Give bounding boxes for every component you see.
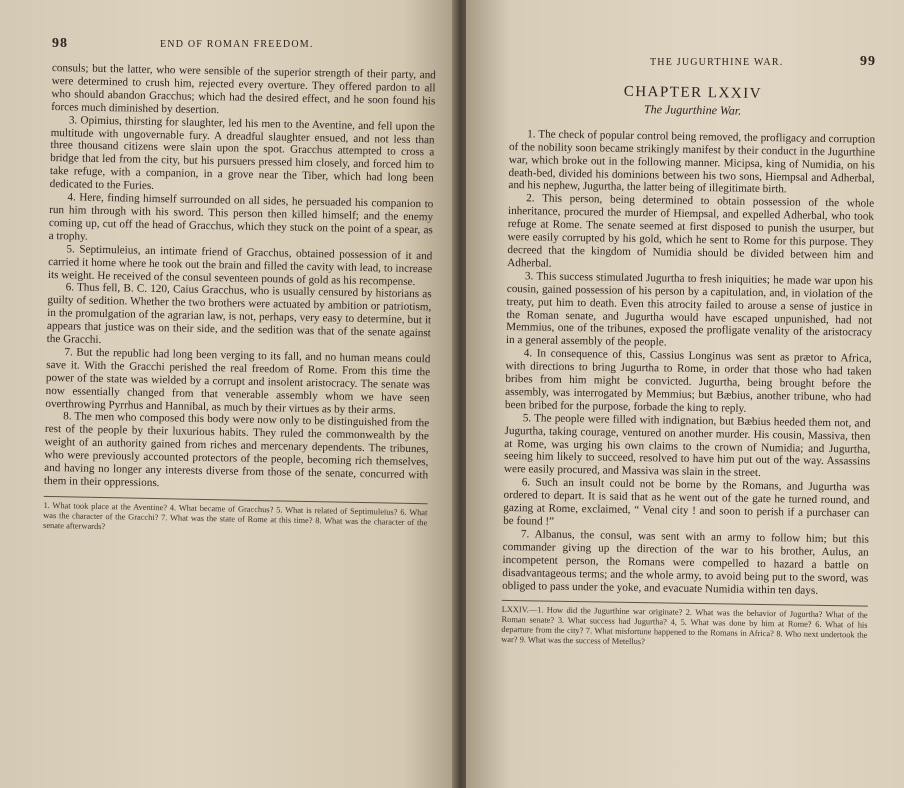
paragraph: 7. Albanus, the consul, was sent with an army to follow him; but this commander giving up the direction of the war to his brother, Aulus, an incompetent person, the Romans were compelled to hazard a battle on disadvantageous terms; and the whole army, to avoid being put to the sword, was obliged to pass under the yoke, and evacuate Numidia within ten days. [502, 528, 869, 597]
paragraph: 7. But the republic had long been verging to its fall, and no human means could save it. With the Gracchi perished the real freedom of Rome. From this time the power of the state was wielded by a corrupt and insolent aristocracy. The senate was now essentially changed from that venerable assembly whom we have seen overthrowing Pyrrhus and Hannibal, as much by their virtues as by their arms. [45, 346, 431, 417]
chapter-title: CHAPTER LXXIV [623, 83, 763, 102]
paragraph: 4. Here, finding himself surrounded on all sides, he persuaded his companion to run him through with his sword. This person then killed himself; and the enemy coming up, cut off the head of Gracchus, which they stuck on the point of a spear, as a trophy. [48, 191, 434, 243]
paragraph: 1. The check of popular control being removed, the profligacy and corruption of the nobility soon became strikingly manifest by their conduct in the Jugurthine war, which broke out in the following manner. Micipsa, king of Numidia, on his death-bed, divided his dominions between his two sons, Hiempsal and Adherbal, and his nephew, Jugurtha, the latter being of illegitimate birth. [508, 128, 876, 196]
review-questions: LXXIV.—1. How did the Jugurthine war originate? 2. What was the behavior of Jugurtha? What of the Roman senate? 3. What success had Jugurtha? 4, 5. What was done by him at Rome? 6. What of his departure from the city? 7. What misfortune happened to the Romans in Africa? 8. Who next undertook the war? 9. What was the success of Metellus? [501, 605, 868, 647]
review-questions: 1. What took place at the Aventine? 4. What became of Gracchus? 5. What is related of Septimuleius? 6. What was the character of the Gracchi? 7. What was the state of Rome at this time? 8. What was the character of the senate afterwards? [43, 500, 428, 532]
paragraph: 4. In consequence of this, Cassius Longinus was sent as prætor to Africa, with directions to bring Jugurtha to Rome, in order that those who had taken bribes from him might be convicted. Jugurtha, being brought before the assembly, was interrogated by Memmius; but Bæbius, another tribune, who had been bribed for the purpose, forbade the king to reply. [504, 347, 872, 415]
running-head-title: THE JUGURTHINE WAR. [650, 57, 784, 68]
paragraph: 3. Opimius, thirsting for slaughter, led his men to the Aventine, and fell upon the multitude with ungovernable fury. A dreadful slaughter ensued, and not less than three thousand citizens were slain upon the spot. Gracchus attempted to cross a bridge that led from the city, but his pursuers pressed him closely, and forced him to take refuge, with a companion, in a grove near the Tiber, which had long been dedicated to the Furies. [49, 113, 435, 193]
left-running-head [52, 36, 436, 52]
paragraph: 2. This person, being determined to obtain possession of the whole inheritance, procured the murder of Hiempsal, and expelled Adherbal, who took refuge at Rome. The senate seemed at first disposed to punish the usurper, but were easily corrupted by his gold, which he sent to Rome for this purpose. They decreed that the kingdom of Numidia should be divided between him and Adherbal. [507, 192, 875, 270]
running-head-title: END OF ROMAN FREEDOM. [160, 39, 314, 50]
paragraph: 6. Such an insult could not be borne by the Romans, and Jugurtha was ordered to depart. It is said that as he went out of the gate he turned round, and gazing at Rome, exclaimed, “ Venal city ! and soon to perish if a purchaser can be found !” [503, 476, 870, 528]
paragraph: 5. Septimuleius, an intimate friend of Gracchus, obtained possession of it and carried it home where he took out the brain and filled the cavity with lead, to increase its weight. He received of the consul seventeen pounds of gold as his recompense. [47, 242, 433, 288]
page-number: 98 [52, 36, 68, 51]
page-number: 99 [860, 54, 876, 69]
paragraph: consuls; but the latter, who were sensible of the superior strength of their party, and were determined to crush him, rejected every overture. They offered pardon to all who should abandon Gracchus; which had the desired effect, and he soon found his forces much diminished by desertion. [51, 62, 436, 116]
left-body-text [43, 62, 436, 538]
paragraph: 8. The men who composed this body were now only to be distinguished from the rest of the people by their luxurious habits. They ruled the commonwealth by the weight of an authority gained from riches and mercenary dependents. The tribunes, who were previously accounted protectors of the people, becoming rich themselves, and having no longer any interests diverse from those of the senate, concurred with them in their oppressions. [43, 410, 430, 490]
chapter-subtitle: The Jugurthine War. [643, 102, 742, 118]
right-page [466, 0, 904, 788]
paragraph: 6. Thus fell, B. C. 120, Caius Gracchus, who is usually censured by historians as guilty of sedition. Whether the two brothers were actuated by ambition or patriotism, in the promulgation of the agrarian law, is not, perhaps, very easy to determine, but it appears that justice was on their side, and the sedition was that of the senate against the Gracchi. [46, 281, 432, 347]
paragraph: 5. The people were filled with indignation, but Bæbius heeded them not, and Jugurtha, taking courage, ventured on another murder. His cousin, Massiva, then at Rome, was urging his own claims to the crown of Numidia; and Jugurtha, seeing him likely to succeed, resolved to have him put out of the way. Assassins were easily procured, and Massiva was slain in the street. [503, 411, 871, 480]
paragraph: 3. This success stimulated Jugurtha to fresh iniquities; he made war upon his cousin, gained possession of his person by a capitulation, and, in violation of the treaty, put him to death. Even this atrocity failed to arouse a sense of justice in the Roman senate, and Jugurtha would have escaped unpunished, had not Memmius, one of the tribunes, exposed the profligate venality of the aristocracy in a general assembly of the people. [505, 270, 874, 349]
right-running-head [510, 54, 876, 70]
right-body-text [501, 84, 876, 651]
